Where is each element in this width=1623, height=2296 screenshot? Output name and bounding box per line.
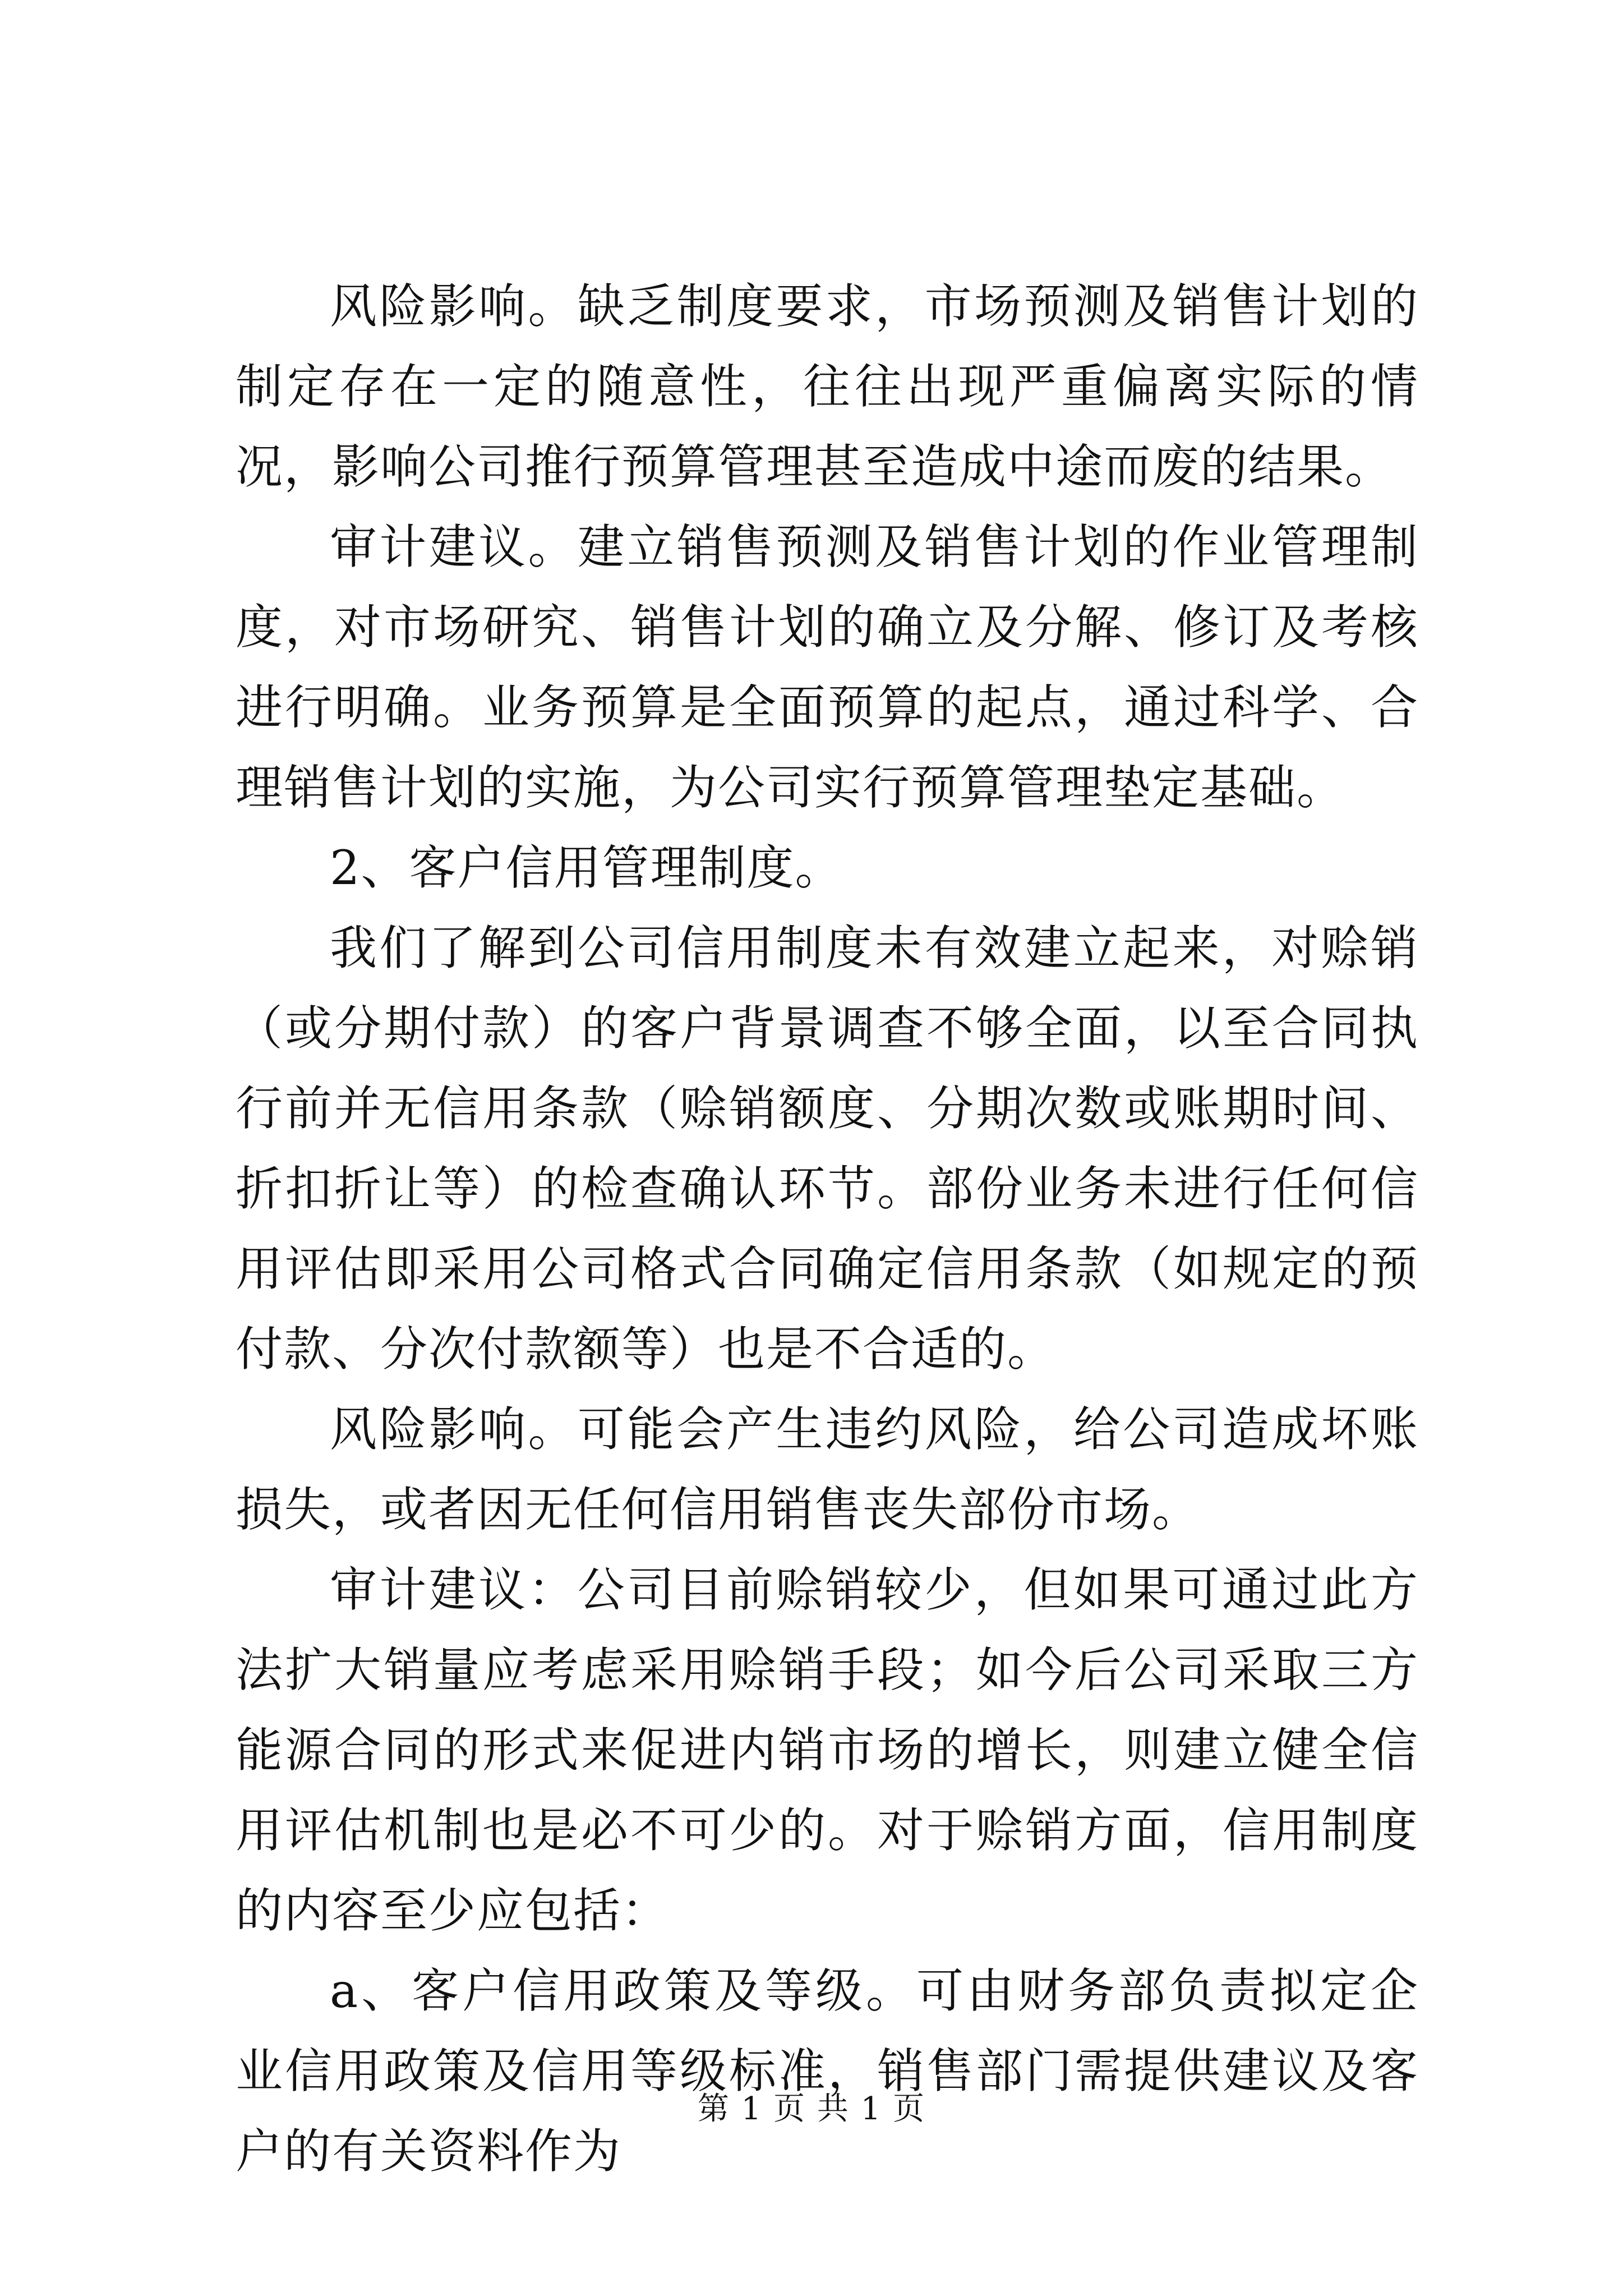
page-footer: 第 1 页 共 1 页: [697, 2091, 926, 2127]
paragraph-audit-suggestion-2: 审计建议：公司目前赊销较少，但如果可通过此方法扩大销量应考虑采用赊销手段；如今后公司采取三方能源合同的形式来促进内销市场的增长，则建立健全信用评估机制也是必不可少的。对于赊销方面，信用制度的内容至少应包括：: [236, 1562, 1419, 1938]
paragraph-risk-impact-1: 风险影响。缺乏制度要求，市场预测及销售计划的制定存在一定的随意性，往往出现严重偏离实际的情况，影响公司推行预算管理甚至造成中途而废的结果。: [236, 279, 1419, 494]
paragraph-section-heading-2: 2、客户信用管理制度。: [330, 840, 843, 895]
paragraph-item-a: a、客户信用政策及等级。可由财务部负责拟定企业信用政策及信用等级标准，销售部门需提供建议及客户的有关资料作为: [236, 1963, 1419, 2179]
paragraph-audit-suggestion-1: 审计建议。建立销售预测及销售计划的作业管理制度，对市场研究、销售计划的确立及分解、修订及考核进行明确。业务预算是全面预算的起点，通过科学、合理销售计划的实施，为公司实行预算管理垫定基础。: [236, 519, 1419, 815]
document-body: [236, 266, 1419, 2192]
paragraph-credit-findings: 我们了解到公司信用制度未有效建立起来，对赊销（或分期付款）的客户背景调查不够全面，以至合同执行前并无信用条款（赊销额度、分期次数或账期时间、折扣折让等）的检查确认环节。部份业务未进行任何信用评估即采用公司格式合同确定信用条款（如规定的预付款、分次付款额等）也是不合适的。: [236, 921, 1419, 1377]
paragraph-risk-impact-2: 风险影响。可能会产生违约风险，给公司造成坏账损失，或者因无任何信用销售丧失部份市场。: [236, 1402, 1419, 1537]
